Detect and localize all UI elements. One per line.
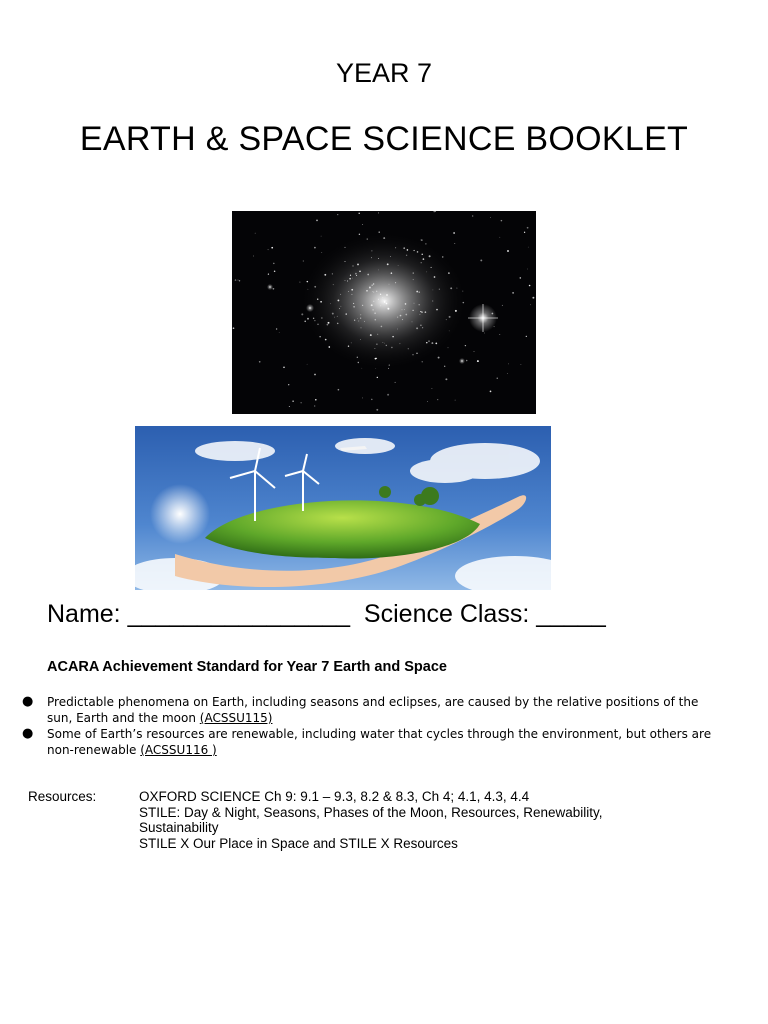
star [388,307,389,308]
star [529,285,531,287]
star [314,247,316,249]
star [359,234,360,235]
star [382,299,383,300]
standard-bullet-list [22,694,722,758]
star [362,224,363,225]
star [359,270,361,272]
star [239,280,240,281]
star [372,291,373,292]
star [340,294,341,295]
star [399,343,400,344]
star [395,282,396,283]
star [371,257,372,258]
star [384,300,385,301]
star [338,389,340,391]
star [400,315,402,317]
star [391,347,392,348]
star [253,256,254,257]
star [499,334,500,335]
star [364,321,365,322]
star [355,273,357,275]
star [238,280,239,281]
star [379,231,380,232]
star [490,217,491,218]
star [369,287,371,289]
star [480,259,482,261]
star [421,262,422,263]
star [376,291,377,292]
star [499,237,500,238]
star [361,328,362,329]
star [507,373,508,374]
star [376,344,377,345]
star [371,284,373,286]
star [527,269,528,270]
star [351,289,353,291]
star [528,247,529,248]
star [418,304,419,305]
star [436,309,438,311]
star [453,232,455,234]
star [337,214,338,215]
star [383,237,385,239]
star [434,276,436,278]
year-heading: YEAR 7 [335,58,433,88]
star [389,284,390,285]
achievement-standard-heading: ACARA Achievement Standard for Year 7 Earth and Space [47,659,447,675]
star [490,391,492,393]
star [307,364,308,365]
star [423,258,425,260]
resource-line: STILE: Day & Night, Seasons, Phases of the Moon, Resources, Renewability, Sustainability [139,804,603,835]
star [425,311,427,313]
star [497,378,498,379]
star [325,339,327,341]
star [438,357,440,359]
star [361,368,362,369]
star [371,304,373,306]
star [330,303,331,304]
star [449,316,451,318]
star [455,310,457,312]
star [345,261,346,262]
star [402,309,403,310]
star [408,348,409,349]
star [317,298,318,299]
star [435,211,436,212]
star [351,294,352,295]
star [373,292,374,293]
star [357,357,358,358]
star [512,292,514,294]
star [382,297,383,298]
star [465,345,466,346]
star [314,405,315,406]
star [327,324,329,326]
star [429,255,431,257]
star [397,329,398,330]
resource-line: STILE X Our Place in Space and STILE X Resources [139,835,458,851]
star [474,351,475,352]
star [292,400,293,401]
star [357,318,358,319]
star [425,243,426,244]
star [337,299,339,301]
star [532,297,534,299]
star [397,317,398,318]
star [442,256,443,257]
star [273,288,275,290]
star [433,290,434,291]
star [376,409,378,411]
star [279,332,280,333]
star [372,309,373,310]
star [417,251,419,253]
star [324,274,326,276]
star [235,279,237,281]
star [455,400,456,401]
star [387,394,389,396]
star [527,227,529,229]
star [358,321,359,322]
resources-list [139,789,639,851]
star [380,294,381,295]
star [354,320,355,321]
star [520,277,522,279]
star [321,236,322,237]
star [288,384,289,385]
star [412,322,413,323]
star [348,346,349,347]
star [320,301,322,303]
star [407,249,409,251]
star [308,289,309,290]
star [376,368,377,369]
star [419,291,420,292]
star [405,303,407,305]
star [314,286,316,288]
star [386,303,388,305]
star [448,272,450,274]
bullet-icon: ● [22,694,34,709]
star [421,311,422,312]
star [420,240,421,241]
star [349,278,351,280]
star [454,243,455,244]
star [420,324,422,326]
star [317,324,318,325]
star [351,343,352,344]
star [466,360,468,362]
star [307,281,308,282]
star [360,314,361,315]
star [427,401,428,402]
bullet-text: Some of Earth’s resources are renewable, including water that cycles through the environment, but others are non-renewable [47,727,712,757]
bullet-icon: ● [22,726,34,741]
star [378,270,379,271]
star [268,249,269,250]
star [337,323,339,325]
star [526,336,527,337]
star [406,255,407,256]
star [507,250,509,252]
star [332,313,334,315]
star [353,306,355,308]
resource-line: OXFORD SCIENCE Ch 9: 9.1 – 9.3, 8.2 & 8.3, Ch 4; 4.1, 4.3, 4.4 [139,789,530,804]
star [434,211,435,212]
star [398,265,399,266]
star [387,308,389,310]
star [431,388,432,389]
star [530,304,531,305]
star [412,310,413,311]
star [420,311,421,312]
star [233,327,235,329]
star [416,353,417,354]
star [448,347,449,348]
star [299,282,300,283]
star [419,314,420,315]
star [431,267,432,268]
star [334,317,335,318]
star [376,358,377,359]
star [333,284,334,285]
star [303,260,304,261]
name-and-class-fields[interactable]: Name: ________________ Science Class: _____ [47,600,606,628]
star [413,273,414,274]
star [328,322,330,324]
star [276,328,277,329]
star [283,366,285,368]
star [450,287,452,289]
star [416,291,418,293]
star [446,319,447,320]
star [444,366,445,367]
star [367,239,368,240]
star [289,406,290,407]
star [358,213,359,214]
star [428,340,430,342]
star [439,289,440,290]
star [421,239,423,241]
star [332,273,333,274]
star [357,263,359,265]
star [346,313,347,314]
star [521,364,522,365]
star [432,300,433,301]
star [366,290,368,292]
star [367,274,369,276]
star [358,362,359,363]
star [463,302,464,303]
star [501,220,503,222]
star [426,272,427,273]
star [301,313,303,315]
star [356,275,357,276]
star [375,319,377,321]
list-item [22,694,722,726]
star [413,250,414,251]
star [414,303,415,304]
star [371,399,373,401]
star [392,336,394,338]
star [387,263,389,265]
star [378,299,379,300]
bullet-text: Predictable phenomena on Earth, including seasons and eclipses, are caused by the relative positions of the sun, Earth and the moon [47,695,699,725]
star [341,306,342,307]
star [416,327,418,329]
star [345,247,346,248]
star [378,212,379,213]
star [319,336,320,337]
star [347,281,348,282]
star [456,288,457,289]
star [388,368,389,369]
star [373,283,374,284]
star [435,343,437,345]
star [362,397,363,398]
booklet-title: EARTH & SPACE SCIENCE BOOKLET [79,120,689,158]
star [377,334,378,335]
galaxy-image [232,211,536,414]
star [350,275,351,276]
star [502,305,503,306]
star [337,316,338,317]
star [259,361,261,363]
star [362,305,363,306]
star [352,278,353,279]
star [524,232,525,233]
star [375,348,376,349]
star [422,327,423,328]
curriculum-code-link[interactable]: (ACSSU115) [199,711,273,725]
star [315,399,317,401]
star [314,374,316,376]
star [255,233,256,234]
earth-in-hand-image [135,426,551,590]
star [431,342,433,344]
star [472,215,473,216]
star [268,274,269,275]
star [348,291,349,292]
star [339,308,340,309]
star [301,402,302,403]
star [371,250,372,251]
star [314,320,315,321]
star [391,272,393,274]
star [360,339,361,340]
star [375,358,377,360]
star [386,294,388,296]
star [273,263,275,265]
star [386,300,387,301]
star [405,314,407,316]
star [370,334,372,336]
star [383,342,384,343]
star [395,382,396,383]
star [307,318,309,320]
star [316,220,318,222]
star [508,364,509,365]
star [395,247,396,248]
star [352,265,353,266]
list-item [22,726,722,758]
star [328,346,330,348]
star [304,321,306,323]
star [404,309,405,310]
star [377,377,378,378]
star [313,318,314,319]
star [378,258,379,259]
star [389,364,390,365]
star [360,318,361,319]
star [271,247,273,249]
star [384,301,386,303]
star [386,345,387,346]
star [437,399,438,400]
star [345,280,346,281]
star [322,252,323,253]
star [353,303,354,304]
star [380,306,381,307]
star [477,360,479,362]
star [374,312,376,314]
star [484,333,485,334]
star [403,247,405,249]
resources-label: Resources: [28,789,97,804]
star [373,301,374,302]
star [413,279,414,280]
star [422,254,423,255]
star [274,271,276,273]
star [449,331,450,332]
star [402,319,403,320]
star [384,343,385,344]
star [422,361,423,362]
star [426,342,427,343]
star [381,326,383,328]
star [445,378,447,380]
star [462,291,463,292]
star [390,256,391,257]
star [321,317,322,318]
star [412,354,413,355]
curriculum-code-link[interactable]: (ACSSU116 ) [140,743,217,757]
